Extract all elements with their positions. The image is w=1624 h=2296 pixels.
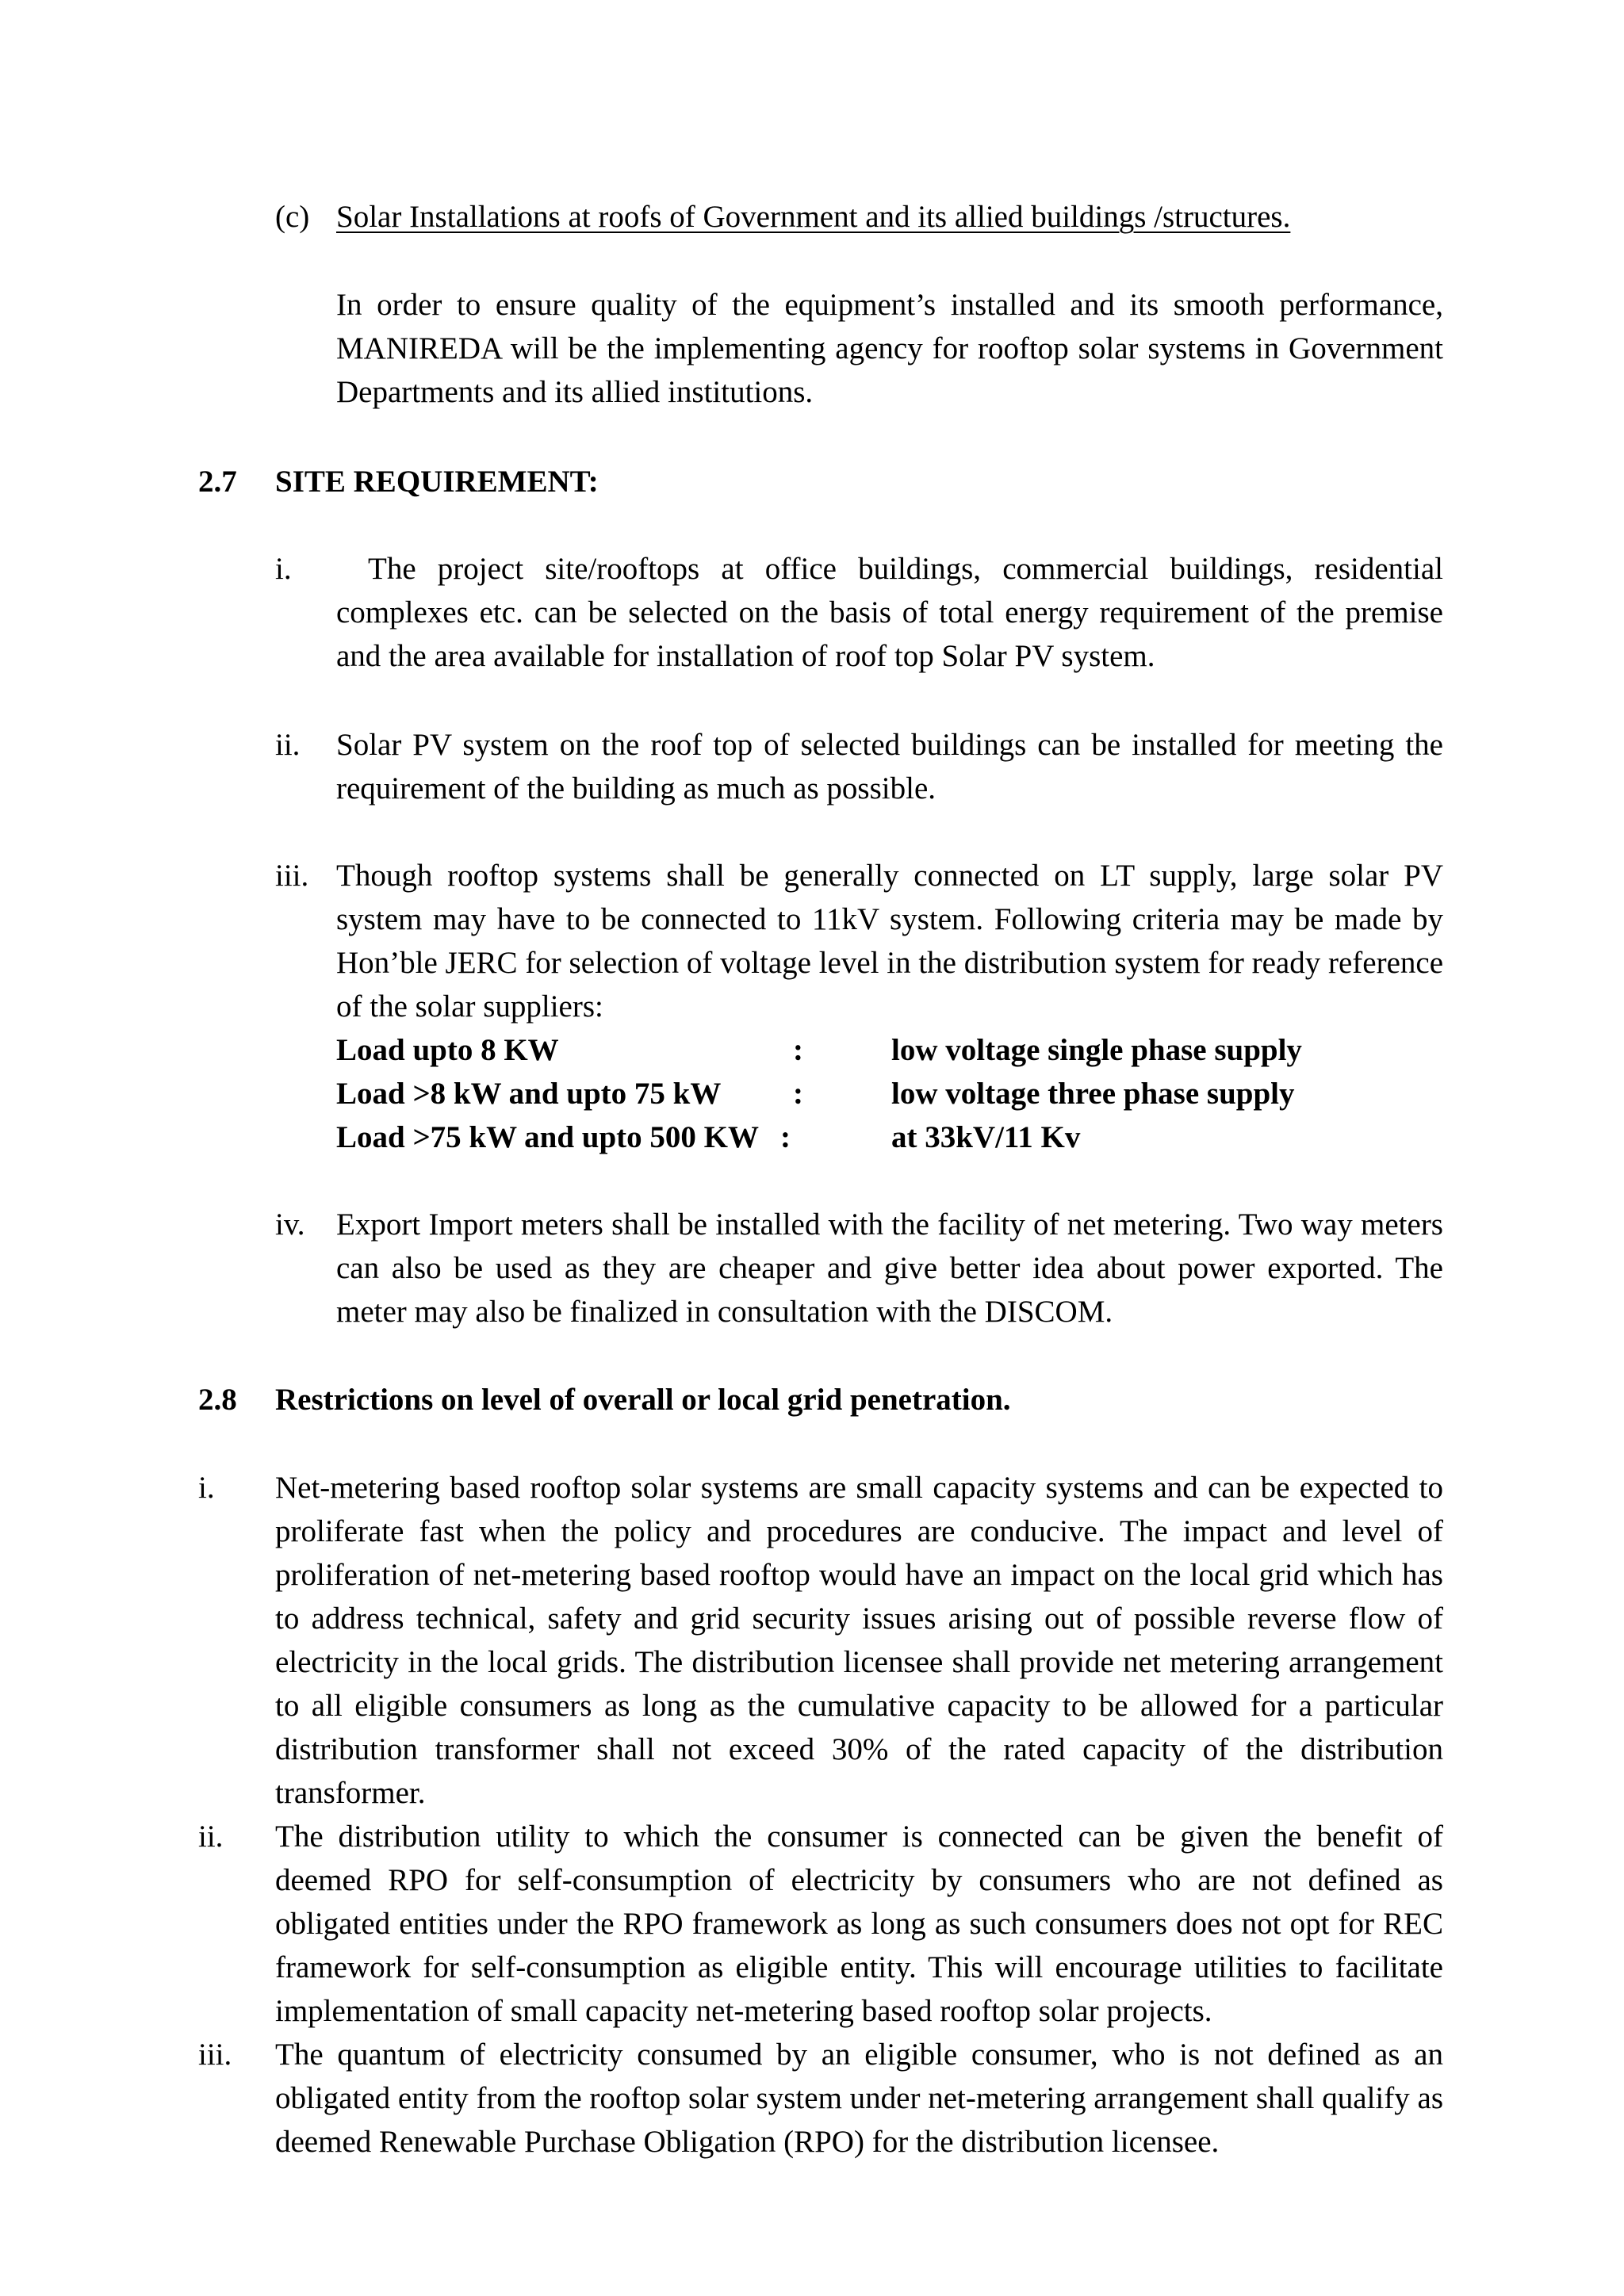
site-item-iii-text: Though rooftop systems shall be generally connected on LT supply, large solar PV system may have to be connected to 11kV system. Following criteria may be made by Hon’ble JERC for selection of voltage level in the distribution system for ready reference of the solar suppliers: [336, 859, 1443, 1024]
site-item-iii-label: iii. [275, 859, 309, 893]
load-row [336, 1115, 1443, 1159]
site-item-i-label: i. [275, 552, 292, 586]
restriction-item-iii-text: The quantum of electricity consumed by an eligible consumer, who is not defined as an obligated entity from the rooftop solar system under net-metering arrangement shall qualify as deemed Renewable Purchase Obligation (RPO) for the distribution licensee. [275, 2038, 1443, 2159]
load-separator: : [793, 1033, 803, 1067]
load-row [336, 1072, 1443, 1115]
site-item-iv-text: Export Import meters shall be installed with the facility of net metering. Two way meters can also be used as they are cheaper and give better idea about power exported. The meter may also be finalized in consultation with the DISCOM. [336, 1207, 1443, 1329]
load-separator: : [793, 1077, 803, 1111]
section-2-7-title: SITE REQUIREMENT: [275, 465, 599, 499]
load-voltage-table [336, 1028, 1443, 1159]
supply-voltage: at 33kV/11 Kv [891, 1120, 1081, 1154]
section-2-8-number: 2.8 [198, 1383, 237, 1417]
load-range: Load >75 kW and upto 500 KW [336, 1120, 759, 1154]
supply-voltage: low voltage three phase supply [891, 1077, 1295, 1111]
restriction-item-i-text: Net-metering based rooftop solar systems are small capacity systems and can be expected to proliferate fast when the policy and procedures are conducive. The impact and level of proliferation of net-metering based rooftop would have an impact on the local grid which has to address technical, safety and grid security issues arising out of possible reverse flow of electricity in the local grids. The distribution licensee shall provide net metering arrangement to all eligible consumers as long as the cumulative capacity to be allowed for a particular distribution transformer shall not exceed 30% of the rated capacity of the distribution transformer. [275, 1471, 1443, 1810]
restriction-item-ii-label: ii. [198, 1820, 224, 1854]
site-item-ii-label: ii. [275, 728, 301, 762]
site-item-ii-text: Solar PV system on the roof top of selected buildings can be installed for meeting the requirement of the building as much as possible. [336, 728, 1443, 806]
section-c-title: Solar Installations at roofs of Government and its allied buildings /structures. [336, 200, 1291, 234]
load-range: Load upto 8 KW [336, 1033, 559, 1067]
supply-voltage: low voltage single phase supply [891, 1033, 1302, 1067]
restriction-item-i-label: i. [198, 1471, 215, 1505]
restriction-item-ii-text: The distribution utility to which the consumer is connected can be given the benefit of deemed RPO for self-consumption of electricity by consumers who are not defined as obligated entities under the RPO framework as long as such consumers does not opt for REC framework for self-consumption as eligible entity. This will encourage utilities to facilitate implementation of small capacity net-metering based rooftop solar projects. [275, 1820, 1443, 2028]
section-c-label: (c) [275, 200, 310, 234]
load-separator: : [780, 1120, 791, 1154]
load-row [336, 1028, 1443, 1072]
load-range: Load >8 kW and upto 75 kW [336, 1077, 722, 1111]
section-2-7-number: 2.7 [198, 465, 237, 499]
site-item-iv-label: iv. [275, 1207, 305, 1242]
section-c-paragraph: In order to ensure quality of the equipment’s installed and its smooth performance, MANIREDA will be the implementing agency for rooftop solar systems in Government Departments and its allied institutions. [336, 288, 1443, 409]
section-2-8-title: Restrictions on level of overall or local grid penetration. [275, 1383, 1011, 1417]
restriction-item-iii-label: iii. [198, 2038, 232, 2072]
site-item-i-text: The project site/rooftops at office buildings, commercial buildings, residential complexes etc. can be selected on the basis of total energy requirement of the premise and the area available for installation of roof top Solar PV system. [336, 552, 1443, 673]
